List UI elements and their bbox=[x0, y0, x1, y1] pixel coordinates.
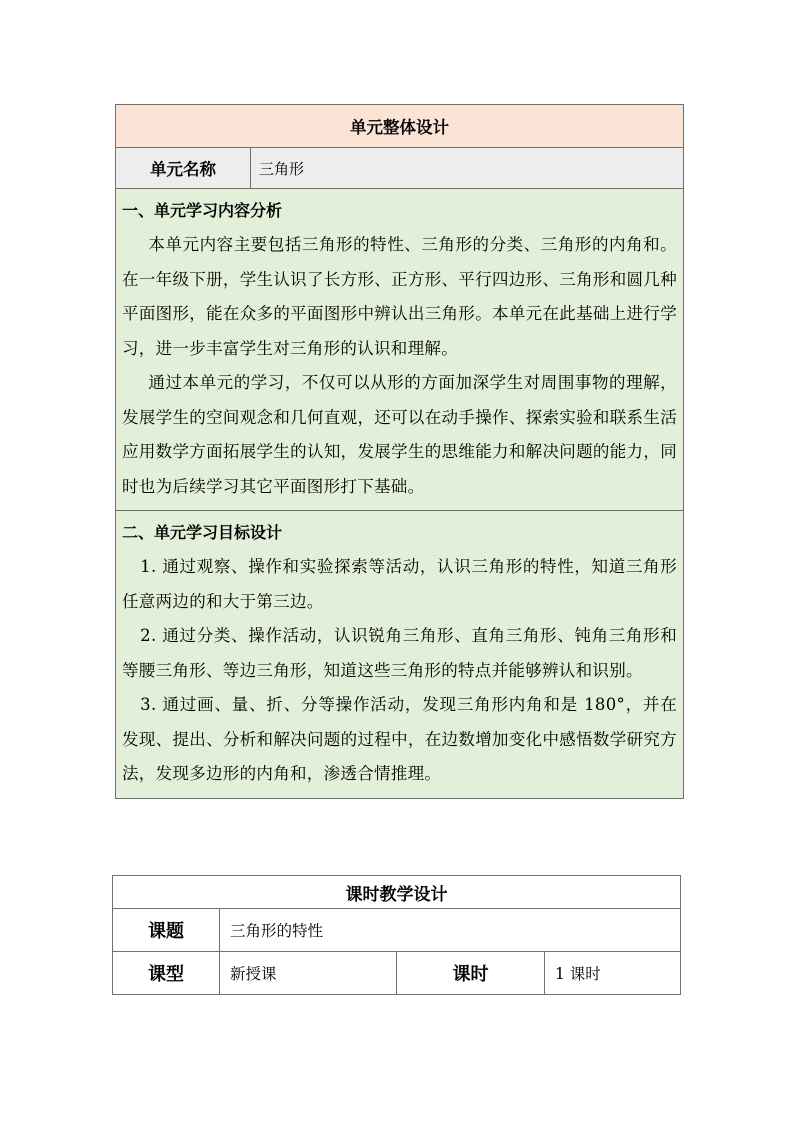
learning-objectives-section bbox=[116, 511, 684, 799]
lesson-topic-label: 课题 bbox=[113, 909, 220, 952]
lesson-type-value: 新授课 bbox=[220, 952, 397, 995]
lesson-topic-value: 三角形的特性 bbox=[220, 909, 681, 952]
learning-objective-item: 1. 通过观察、操作和实验探索等活动，认识三角形的特性，知道三角形任意两边的和大于第三边。 bbox=[122, 557, 677, 611]
unit-design-table bbox=[115, 104, 684, 799]
unit-name-label: 单元名称 bbox=[116, 148, 251, 189]
learning-objective-item: 3. 通过画、量、折、分等操作活动，发现三角形内角和是 180°，并在发现、提出、分析和解决问题的过程中，在边数增加变化中感悟数学研究方法，发现多边形的内角和，渗透合情推理。 bbox=[122, 695, 677, 783]
content-analysis-paragraph: 通过本单元的学习，不仅可以从形的方面加深学生对周围事物的理解，发展学生的空间观念和几何直观，还可以在动手操作、探索实验和联系生活应用数学方面拓展学生的认知，发展学生的思维能力和解决问题的能力，同时也为后续学习其它平面图形打下基础。 bbox=[122, 373, 677, 496]
unit-name-value: 三角形 bbox=[251, 148, 684, 189]
lesson-design-title: 课时教学设计 bbox=[113, 876, 681, 909]
content-analysis-section bbox=[116, 189, 684, 511]
unit-design-title: 单元整体设计 bbox=[116, 105, 684, 148]
content-analysis-heading: 一、单元学习内容分析 bbox=[122, 201, 283, 220]
content-analysis-paragraph: 本单元内容主要包括三角形的特性、三角形的分类、三角形的内角和。在一年级下册，学生认识了长方形、正方形、平行四边形、三角形和圆几种平面图形，能在众多的平面图形中辨认出三角形。本单元在此基础上进行学习，进一步丰富学生对三角形的认识和理解。 bbox=[122, 235, 677, 358]
lesson-design-table bbox=[112, 875, 681, 995]
lesson-period-label: 课时 bbox=[397, 952, 545, 995]
learning-objectives-heading: 二、单元学习目标设计 bbox=[122, 523, 283, 542]
lesson-period-value: 1 课时 bbox=[545, 952, 681, 995]
learning-objective-item: 2. 通过分类、操作活动，认识锐角三角形、直角三角形、钝角三角形和等腰三角形、等边三角形，知道这些三角形的特点并能够辨认和识别。 bbox=[122, 626, 677, 680]
lesson-type-label: 课型 bbox=[113, 952, 220, 995]
